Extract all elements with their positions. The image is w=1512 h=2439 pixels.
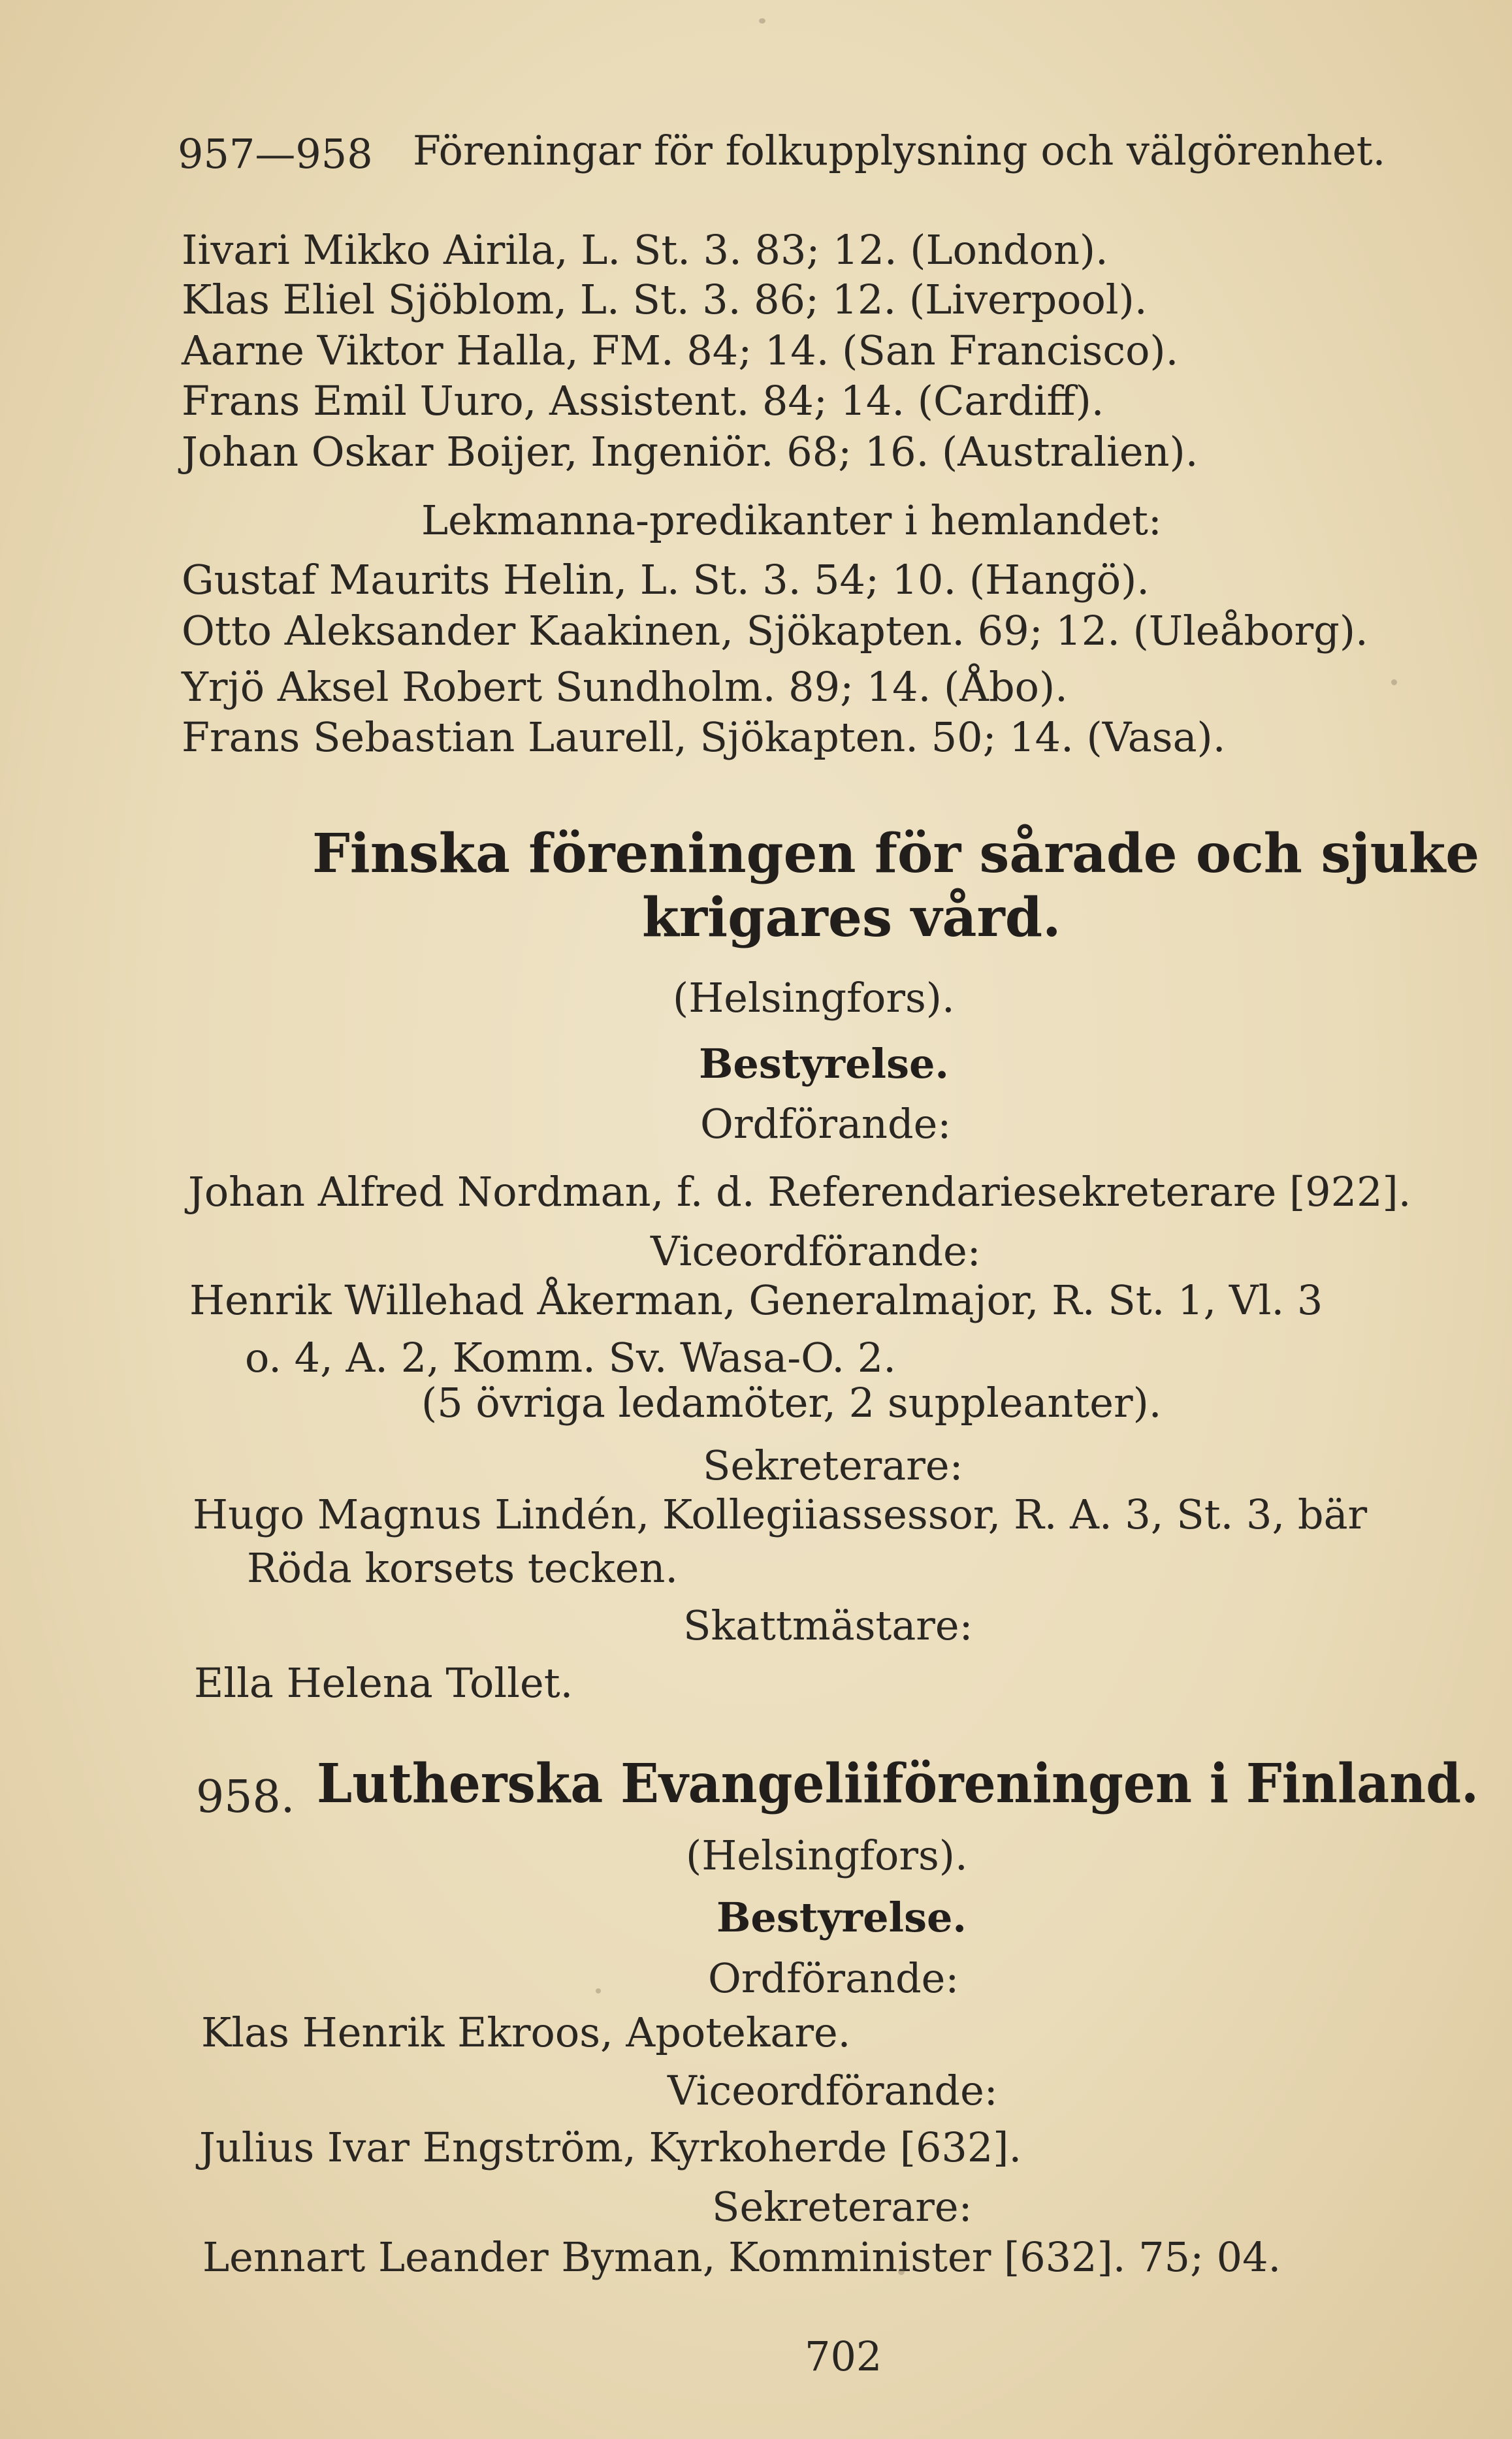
- role-holder: Julius Ivar Engström, Kyrkoherde [632].: [199, 2124, 1022, 2171]
- section-number: 958.: [196, 1771, 295, 1823]
- list-item: Otto Aleksander Kaakinen, Sjökapten. 69; 12. (Uleåborg).: [182, 607, 1368, 654]
- role-label: Skattmästare:: [683, 1602, 973, 1649]
- paper-speck: [759, 18, 765, 24]
- role-label: Ordförande:: [708, 1954, 959, 2002]
- section-heading: Lekmanna-predikanter i hemlandet:: [421, 496, 1162, 544]
- list-item: Aarne Viktor Halla, FM. 84; 14. (San Francisco).: [182, 327, 1179, 374]
- header-title: Föreningar för folkupplysning och välgörenhet.: [413, 127, 1386, 174]
- list-item: Gustaf Maurits Helin, L. St. 3. 54; 10. (Hangö).: [182, 556, 1150, 604]
- role-holder: Hugo Magnus Lindén, Kollegiiassessor, R. A. 3, St. 3, bär: [193, 1491, 1368, 1538]
- role-holder: Klas Henrik Ekroos, Apotekare.: [201, 2009, 851, 2056]
- list-item: Johan Oskar Boijer, Ingeniör. 68; 16. (Australien).: [182, 428, 1198, 476]
- list-item: Frans Emil Uuro, Assistent. 84; 14. (Cardiff).: [182, 377, 1104, 425]
- paper-speck: [596, 1988, 601, 1994]
- list-item: Yrjö Aksel Robert Sundholm. 89; 14. (Åbo).: [182, 663, 1068, 711]
- paper-speck: [898, 2269, 905, 2275]
- role-label: Sekreterare:: [703, 1442, 963, 1489]
- role-holder: Henrik Willehad Åkerman, Generalmajor, R. St. 1, Vl. 3: [189, 1276, 1323, 1324]
- note: (5 övriga ledamöter, 2 suppleanter).: [421, 1379, 1162, 1427]
- location: (Helsingfors).: [673, 974, 955, 1022]
- role-holder-continued: Röda korsets tecken.: [247, 1544, 679, 1592]
- paper-speck: [1391, 679, 1397, 685]
- location: (Helsingfors).: [686, 1832, 968, 1879]
- role-label: Sekreterare:: [712, 2183, 973, 2231]
- board-heading: Bestyrelse.: [699, 1040, 950, 1088]
- list-item: Iivari Mikko Airila, L. St. 3. 83; 12. (London).: [182, 226, 1108, 274]
- list-item: Frans Sebastian Laurell, Sjökapten. 50; 14. (Vasa).: [182, 713, 1226, 761]
- role-holder: Lennart Leander Byman, Komminister [632]. 75; 04.: [202, 2233, 1281, 2281]
- role-holder: Ella Helena Tollet.: [194, 1659, 573, 1707]
- header-range: 957—958: [178, 130, 373, 178]
- role-label: Viceordförande:: [668, 2067, 998, 2114]
- role-holder-continued: o. 4, A. 2, Komm. Sv. Wasa-O. 2.: [245, 1334, 896, 1381]
- role-label: Ordförande:: [700, 1100, 952, 1148]
- section-title: krigares vård.: [642, 886, 1061, 949]
- page-number: 702: [805, 2333, 882, 2380]
- role-label: Viceordförande:: [651, 1227, 981, 1275]
- section-title: Lutherska Evangeliiföreningen i Finland.: [317, 1753, 1479, 1815]
- role-holder: Johan Alfred Nordman, f. d. Referendariesekreterare [922].: [188, 1168, 1411, 1216]
- list-item: Klas Eliel Sjöblom, L. St. 3. 86; 12. (Liverpool).: [182, 276, 1148, 323]
- section-title: Finska föreningen för sårade och sjuke: [312, 822, 1480, 885]
- board-heading: Bestyrelse.: [716, 1894, 967, 1941]
